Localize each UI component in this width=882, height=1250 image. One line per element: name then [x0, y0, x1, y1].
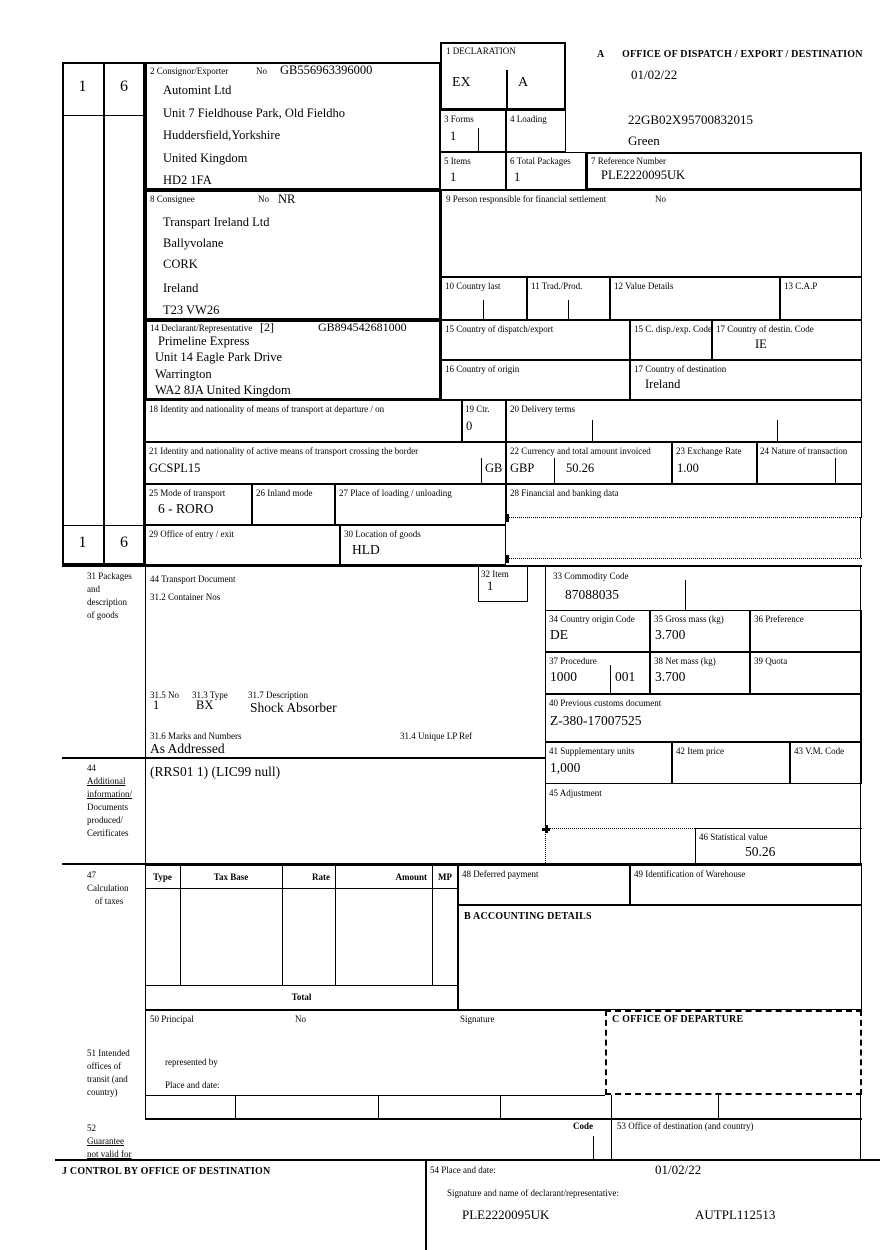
- office-c-label: C OFFICE OF DEPARTURE: [612, 1014, 744, 1025]
- box-6-label: 6 Total Packages: [510, 156, 571, 166]
- office-a-prefix: A: [597, 49, 605, 60]
- box-14-label: 14 Declarant/Representative: [150, 323, 253, 333]
- box-31-7-value: Shock Absorber: [250, 700, 337, 715]
- box-31-6-value: As Addressed: [150, 741, 225, 756]
- box-28-label: 28 Financial and banking data: [510, 488, 619, 498]
- divider: [478, 128, 479, 152]
- box-12-label: 12 Value Details: [614, 281, 674, 291]
- divider: [835, 458, 836, 484]
- accounting-b-label: B ACCOUNTING DETAILS: [464, 911, 592, 922]
- box-40-value: Z-380-17007525: [550, 713, 642, 728]
- divider: [592, 420, 593, 442]
- divider: [860, 517, 861, 558]
- box-25-label: 25 Mode of transport: [149, 488, 226, 498]
- box-44-side-label: Documents: [87, 802, 128, 812]
- box-27-label: 27 Place of loading / unloading: [339, 488, 452, 498]
- box-50-label: 50 Principal: [150, 1014, 194, 1024]
- divider: [777, 420, 778, 442]
- box-8-no-label: No: [258, 194, 269, 204]
- box-43-label: 43 V.M. Code: [794, 746, 845, 756]
- box-22-label: 22 Currency and total amount invoiced: [510, 446, 651, 456]
- box-17-code-value: IE: [755, 337, 767, 351]
- box-34-value: DE: [550, 627, 568, 642]
- box-8-consignee: [145, 190, 441, 320]
- divider: [685, 580, 686, 610]
- box-9-no-label: No: [655, 194, 666, 204]
- box-23-label: 23 Exchange Rate: [676, 446, 742, 456]
- divider: [282, 865, 283, 985]
- dotted-divider: [545, 828, 695, 829]
- box-50-place-label: Place and date:: [165, 1080, 220, 1090]
- divider: [554, 458, 555, 484]
- declaration-subtype: A: [518, 75, 529, 90]
- declaration-type: EX: [452, 75, 471, 90]
- box-31-2-label: 31.2 Container Nos: [150, 592, 221, 602]
- box-52-side-label: 52: [87, 1123, 96, 1133]
- box-44-transport-doc-label: 44 Transport Document: [150, 574, 236, 584]
- divider: [145, 1118, 862, 1120]
- declarant-line: Primeline Express: [158, 334, 250, 348]
- divider: [62, 565, 862, 567]
- box-41-value: 1,000: [550, 760, 581, 775]
- box-46-value: 50.26: [745, 844, 776, 859]
- divider: [610, 665, 611, 694]
- divider: [483, 300, 484, 320]
- box-47-side-label: Calculation: [87, 883, 129, 893]
- box-7-value: PLE2220095UK: [601, 168, 686, 182]
- box-50-represented-label: represented by: [165, 1057, 218, 1067]
- box-45-label: 45 Adjustment: [549, 788, 602, 798]
- box-44-side-label: information/: [87, 789, 132, 799]
- box-54-authorisation: AUTPL112513: [695, 1207, 776, 1222]
- box-35-label: 35 Gross mass (kg): [654, 614, 724, 624]
- box-20-label: 20 Delivery terms: [510, 404, 575, 414]
- box-51-side-label: 51 Intended: [87, 1048, 130, 1058]
- box-5-label: 5 Items: [444, 156, 471, 166]
- box-17-code-label: 17 Country of destin. Code: [716, 324, 814, 334]
- box-54-date: 01/02/22: [655, 1162, 702, 1177]
- box-23-value: 1.00: [677, 461, 699, 475]
- consignee-line: Transpart Ireland Ltd: [163, 215, 270, 229]
- divider: [378, 1095, 379, 1118]
- tax-col-header: MP: [438, 872, 452, 882]
- divider: [235, 1095, 236, 1118]
- divider: [62, 757, 545, 759]
- box-16-label: 16 Country of origin: [445, 364, 520, 374]
- box-2-label: 2 Consignor/Exporter: [150, 66, 229, 76]
- box-8-no: NR: [278, 192, 296, 206]
- box-13-label: 13 C.A.P: [784, 281, 818, 291]
- box-14-code: [2]: [260, 320, 274, 334]
- box-21-nationality: GB: [485, 461, 503, 475]
- box-33-label: 33 Commodity Code: [553, 571, 629, 581]
- box-47-side-label: of taxes: [95, 896, 124, 906]
- box-11-label: 11 Trad./Prod.: [531, 281, 583, 291]
- box-41-label: 41 Supplementary units: [549, 746, 635, 756]
- box-47-table: [145, 865, 458, 1010]
- box-4-label: 4 Loading: [510, 114, 547, 124]
- box-2-eori: GB556963396000: [280, 63, 373, 77]
- box-52-code-label: Code: [573, 1121, 593, 1131]
- box-42-label: 42 Item price: [676, 746, 724, 756]
- box-40-label: 40 Previous customs document: [549, 698, 662, 708]
- box-44-side-label: Certificates: [87, 828, 129, 838]
- divider: [145, 565, 146, 865]
- box-15a-label: 15 C. disp./exp. Code: [634, 324, 712, 334]
- box-10-label: 10 Country last: [445, 281, 501, 291]
- box-38-label: 38 Net mass (kg): [654, 656, 716, 666]
- box-29-label: 29 Office of entry / exit: [149, 529, 235, 539]
- box-2-no-label: No: [256, 66, 267, 76]
- box-52-side-label: not valid for: [87, 1149, 132, 1159]
- consignor-line: Huddersfield,Yorkshire: [163, 128, 281, 142]
- dotted-divider: [545, 828, 546, 865]
- divider: [568, 300, 569, 320]
- box-22-amount: 50.26: [566, 461, 595, 475]
- tax-col-header: Amount: [395, 872, 427, 882]
- box-19-value: 0: [466, 419, 473, 433]
- office-a-mrn: 22GB02X95700832015: [628, 112, 753, 127]
- box-44-side-label: produced/: [87, 815, 123, 825]
- office-a-title: OFFICE OF DISPATCH / EXPORT / DESTINATION: [622, 49, 863, 60]
- box-26-label: 26 Inland mode: [256, 488, 313, 498]
- copy-number-right: 6: [120, 78, 128, 95]
- consignee-line: Ireland: [163, 281, 199, 295]
- box-25-value: 6 - RORO: [158, 501, 214, 516]
- divider: [103, 62, 105, 565]
- divider: [611, 1095, 612, 1118]
- divider: [145, 888, 458, 889]
- control-j-label: J CONTROL BY OFFICE OF DESTINATION: [62, 1166, 271, 1177]
- box-50-signature-label: Signature: [460, 1014, 495, 1024]
- box-31-5-value: 1: [153, 698, 160, 712]
- divider: [593, 1136, 594, 1160]
- box-30-value: HLD: [352, 542, 380, 557]
- box-19-label: 19 Ctr.: [465, 404, 490, 414]
- declarant-line: WA2 8JA United Kingdom: [155, 383, 291, 397]
- box-32-value: 1: [487, 579, 494, 593]
- divider: [425, 1160, 427, 1250]
- box-49-label: 49 Identification of Warehouse: [634, 869, 746, 879]
- box-47-side-label: 47: [87, 870, 96, 880]
- consignee-line: T23 VW26: [163, 303, 220, 317]
- box-38-value: 3.700: [655, 669, 686, 684]
- tax-col-header: Type: [153, 872, 172, 882]
- tax-col-header: Rate: [312, 872, 330, 882]
- box-2-consignor: [145, 62, 441, 190]
- box-33-value: 87088035: [565, 587, 619, 602]
- divider: [145, 1010, 146, 1118]
- divider: [335, 865, 336, 985]
- box-44-side-label: Additional: [87, 776, 126, 786]
- divider: [62, 115, 145, 116]
- box-15-label: 15 Country of dispatch/export: [445, 324, 554, 334]
- box-44-side-label: 44: [87, 763, 96, 773]
- box-14-eori: GB894542681000: [318, 320, 407, 334]
- box-50-no-label: No: [295, 1014, 306, 1024]
- divider: [500, 1095, 501, 1118]
- box-8-label: 8 Consignee: [150, 194, 195, 204]
- box-31-3-label: 31.3 Type: [192, 690, 228, 700]
- declarant-line: Warrington: [155, 367, 212, 381]
- copy-number-left: 1: [78, 78, 87, 95]
- consignor-line: United Kingdom: [163, 151, 248, 165]
- divider: [611, 1118, 612, 1160]
- box-31-side-label: description: [87, 597, 127, 607]
- divider: [55, 1159, 880, 1161]
- box-44-value: (RRS01 1) (LIC99 null): [150, 764, 281, 779]
- divider: [481, 458, 482, 484]
- office-a-route: Green: [628, 133, 660, 148]
- divider: [145, 985, 458, 986]
- copy-number-right-2: 6: [120, 534, 128, 551]
- box-5-value: 1: [450, 170, 457, 184]
- consignor-line: HD2 1FA: [163, 173, 212, 187]
- box-3-value: 1: [450, 129, 457, 143]
- box-17-value: Ireland: [645, 377, 681, 391]
- copy-number-left-2: 1: [78, 534, 87, 551]
- box-37-value2: 001: [615, 669, 636, 684]
- box-31-6-label: 31.6 Marks and Numbers: [150, 731, 242, 741]
- box-22-currency-value: GBP: [510, 461, 535, 475]
- box-32-label: 32 Item: [481, 569, 509, 579]
- divider: [145, 1095, 605, 1096]
- box-18-label: 18 Identity and nationality of means of transport at departure / on: [149, 404, 385, 414]
- box-30-label: 30 Location of goods: [344, 529, 421, 539]
- box-3-label: 3 Forms: [444, 114, 474, 124]
- box-31-5-label: 31.5 No: [150, 690, 179, 700]
- dotted-divider: [506, 558, 862, 559]
- box-39-label: 39 Quota: [754, 656, 788, 666]
- box-6-value: 1: [514, 170, 521, 184]
- box-54-sig-label: Signature and name of declarant/representative:: [447, 1188, 619, 1198]
- box-48-label: 48 Deferred payment: [462, 869, 539, 879]
- consignor-line: Automint Ltd: [163, 83, 232, 97]
- box-35-value: 3.700: [655, 627, 686, 642]
- box-31-side-label: 31 Packages: [87, 571, 132, 581]
- box-24-label: 24 Nature of transaction: [760, 446, 848, 456]
- divider: [145, 1010, 605, 1011]
- box-51-side-label: country): [87, 1087, 118, 1097]
- tax-total-label: Total: [291, 992, 312, 1002]
- box-21-value: GCSPL15: [149, 461, 201, 475]
- declarant-line: Unit 14 Eagle Park Drive: [155, 350, 283, 364]
- consignor-line: Unit 7 Fieldhouse Park, Old Fieldho: [163, 106, 345, 120]
- divider: [506, 70, 508, 110]
- consignee-line: CORK: [163, 257, 198, 271]
- box-52-side-label: Guarantee: [87, 1136, 124, 1146]
- box-36-label: 36 Preference: [754, 614, 804, 624]
- divider: [860, 1095, 861, 1160]
- box-31-side-label: of goods: [87, 610, 119, 620]
- box-37-label: 37 Procedure: [549, 656, 597, 666]
- box-37-value: 1000: [550, 669, 577, 684]
- box-9-label: 9 Person responsible for financial settlement: [446, 194, 607, 204]
- box-1-label: 1 DECLARATION: [446, 46, 516, 56]
- consignee-line: Ballyvolane: [163, 236, 224, 250]
- box-34-label: 34 Country origin Code: [549, 614, 635, 624]
- divider: [718, 1095, 719, 1118]
- tax-col-header: Tax Base: [213, 872, 249, 882]
- box-31-7-label: 31.7 Description: [248, 690, 308, 700]
- dotted-divider: [506, 517, 862, 518]
- divider: [180, 865, 181, 985]
- divider: [432, 865, 433, 985]
- box-54-reference: PLE2220095UK: [462, 1207, 550, 1222]
- office-a-date: 01/02/22: [631, 67, 678, 82]
- box-7-label: 7 Reference Number: [591, 156, 666, 166]
- box-51-side-label: offices of: [87, 1061, 122, 1071]
- box-54-label: 54 Place and date:: [430, 1165, 496, 1175]
- box-53-label: 53 Office of destination (and country): [617, 1121, 754, 1131]
- box-21-label: 21 Identity and nationality of active means of transport crossing the border: [149, 446, 419, 456]
- box-17-label: 17 Country of destination: [634, 364, 727, 374]
- box-51-side-label: transit (and: [87, 1074, 128, 1084]
- box-46-label: 46 Statistical value: [699, 832, 768, 842]
- divider: [62, 525, 145, 526]
- box-31-4-label: 31.4 Unique LP Ref: [400, 731, 473, 741]
- box-31-3-value: BX: [196, 698, 214, 712]
- box-31-side-label: and: [87, 584, 100, 594]
